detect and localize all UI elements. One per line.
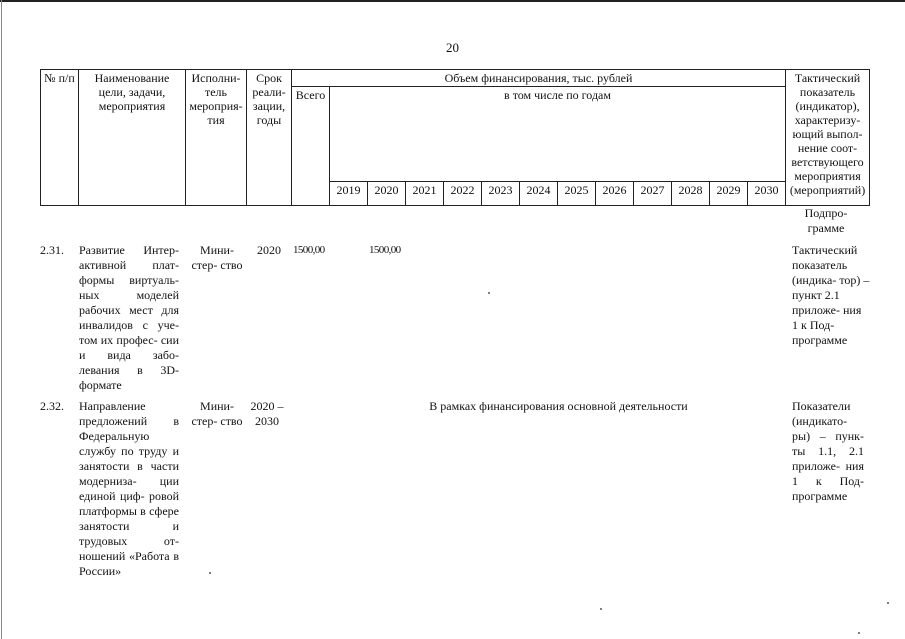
row-executor: Мини- стер- ство: [191, 243, 243, 272]
row-indicator: Показатели (индикато- ры) – пунк- ты 1.1, 2.1 приложе- ния 1 к Под- программе: [792, 399, 864, 503]
year-header: 2024: [520, 182, 558, 206]
row-indicator: Тактический показатель (индика- тор) – пункт 2.1 приложе- ния 1 к Под- программе: [792, 243, 870, 347]
row-term: 2020 – 2030: [250, 399, 284, 428]
row-number: 2.32.: [40, 399, 64, 413]
scan-speck: [209, 572, 211, 574]
row-total: 1500,00: [293, 244, 325, 256]
row-funding-note: В рамках финансирования основной деятельности: [429, 399, 688, 413]
scan-speck: [488, 292, 490, 294]
col-header-executor: Исполни- тель мероприя- тия: [186, 70, 247, 206]
year-header: 2025: [558, 182, 596, 206]
year-header: 2029: [710, 182, 748, 206]
row-executor: Мини- стер- ство: [191, 399, 243, 428]
year-header: 2026: [596, 182, 634, 206]
year-header: 2020: [368, 182, 406, 206]
funding-table-header: [40, 69, 870, 206]
year-header: 2019: [330, 182, 368, 206]
year-header: 2022: [444, 182, 482, 206]
page-left-edge: [1, 0, 2, 639]
row-name: Направление предложений в Федеральную службу по труду и занятости в части модерниза- ции единой циф- ровой платформы в сфере занятости и трудовых от- ношений «Работа в России»: [79, 399, 179, 578]
col-header-name: Наименование цели, задачи, мероприятия: [79, 70, 186, 206]
year-header: 2023: [482, 182, 520, 206]
scan-speck: [858, 632, 860, 634]
page-top-border: [0, 0, 905, 8]
row-number: 2.31.: [40, 243, 64, 257]
col-header-funding: Объем финансирования, тыс. рублей: [292, 70, 786, 87]
row-year-2020: 1500,00: [369, 244, 401, 256]
row-term: 2020: [257, 243, 281, 257]
year-header: 2027: [634, 182, 672, 206]
col-header-term: Срок реали- зации, годы: [247, 70, 292, 206]
scan-speck: [887, 602, 889, 604]
col-header-number: № п/п: [41, 70, 79, 206]
col-header-by-year: в том числе по годам: [330, 87, 786, 182]
year-header: 2028: [672, 182, 710, 206]
row-name: Развитие Интер- активной плат- формы виртуаль- ных моделей рабочих мест для инвалидов с уче- том их профес- сии и вида забо- левания в 3D- формате: [79, 243, 179, 392]
indicator-continuation: Подпро- грамме: [804, 206, 848, 235]
col-header-indicator: Тактический показатель (индикатор), характеризу- ющий выпол- нение соот- ветствующего мероприятия (мероприятий): [786, 70, 870, 206]
year-header: 2021: [406, 182, 444, 206]
year-header: 2030: [748, 182, 786, 206]
scan-speck: [600, 608, 602, 610]
col-header-total: Всего: [292, 87, 330, 206]
page-number: 20: [446, 40, 459, 55]
